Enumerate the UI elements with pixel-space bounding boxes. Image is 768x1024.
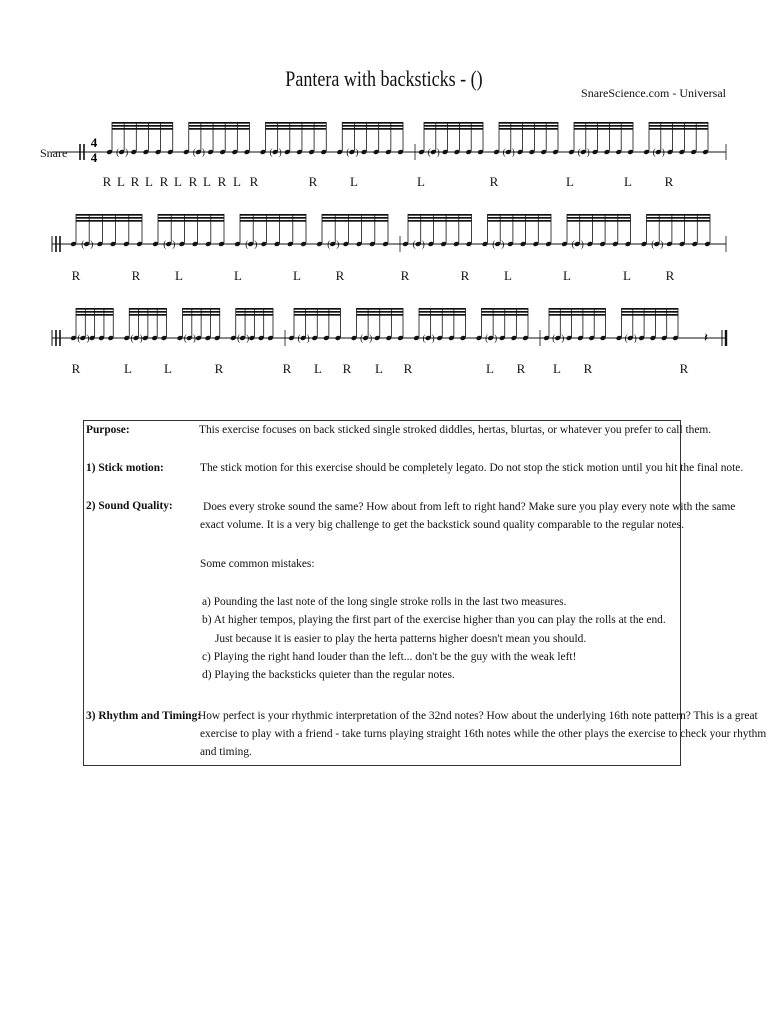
sticking-letter: L <box>203 174 211 189</box>
sticking-letter: L <box>117 174 125 189</box>
paren: ) <box>254 239 258 249</box>
beam <box>488 220 552 222</box>
paren: ) <box>139 333 143 343</box>
beam <box>647 220 711 222</box>
beam <box>482 314 529 316</box>
sticking-letter: L <box>504 268 512 283</box>
beam <box>419 314 466 316</box>
sticking-letter: R <box>679 361 689 376</box>
beam <box>158 220 224 222</box>
sticking-letter: L <box>174 174 182 189</box>
beam <box>357 314 404 316</box>
sticking-letter: L <box>566 174 574 189</box>
beam <box>76 314 113 316</box>
sticking-letter: L <box>175 268 183 283</box>
sticking-letter: R <box>664 174 674 189</box>
paren: ( <box>327 239 331 249</box>
paren: ( <box>360 333 364 343</box>
sticking-letter: R <box>400 268 410 283</box>
mistake-d: d) Playing the backsticks quieter than the regular notes. <box>202 669 455 681</box>
sticking-letter: L <box>563 268 571 283</box>
sticking-letter: R <box>308 174 318 189</box>
paren: ( <box>577 147 581 157</box>
beam <box>549 314 606 316</box>
beam <box>294 311 341 313</box>
paren: ( <box>427 147 431 157</box>
sound-quality-line-2: exact volume. It is a very big challenge to get the backstick sound quality comparable to the regular notes. <box>200 519 684 531</box>
paren: ) <box>421 239 425 249</box>
beam <box>189 128 250 130</box>
mistake-b: b) At higher tempos, playing the first part of the exercise higher than you can play the rolls at the end. <box>202 614 666 626</box>
time-signature-bottom: 4 <box>90 150 98 165</box>
beam <box>567 217 631 219</box>
sticking-letter: R <box>583 361 593 376</box>
paren: ) <box>192 333 196 343</box>
paren: ( <box>163 239 167 249</box>
beam <box>574 128 633 130</box>
sticking-letter: R <box>665 268 675 283</box>
beam <box>499 128 558 130</box>
rhythm-line-2: exercise to play with a friend - take turns playing straight 16th notes while the other plays the exercise to check your rhythm <box>200 728 767 740</box>
paren: ( <box>571 239 575 249</box>
paren: ) <box>336 239 340 249</box>
beam <box>266 122 327 124</box>
mistake-b-cont: Just because it is easier to play the herta patterns higher doesn't mean you should. <box>215 633 587 645</box>
paren: ( <box>624 333 628 343</box>
beam <box>342 125 403 127</box>
paren: ( <box>116 147 120 157</box>
beam <box>266 125 327 127</box>
sticking-letter: L <box>233 174 241 189</box>
beam <box>549 311 606 313</box>
paren: ( <box>346 147 350 157</box>
score-system-3 <box>52 308 726 346</box>
beam <box>424 122 483 124</box>
sticking-letter: R <box>335 268 345 283</box>
beam <box>322 220 388 222</box>
beam <box>76 311 113 313</box>
paren: ( <box>77 333 81 343</box>
beam <box>129 308 166 310</box>
sticking-letter: L <box>624 174 632 189</box>
stick-motion-text: The stick motion for this exercise should be completely legato. Do not stop the stick motion until you hit the final note. <box>200 462 744 474</box>
beam <box>294 314 341 316</box>
sticking-letter: R <box>131 268 141 283</box>
sticking-letter: R <box>282 361 292 376</box>
sticking-letter: R <box>460 268 470 283</box>
beam <box>482 311 529 313</box>
sticking-row-2 <box>0 268 768 284</box>
paren: ) <box>431 333 435 343</box>
paren: ( <box>651 239 655 249</box>
sticking-letter: R <box>159 174 169 189</box>
score-system-1 <box>52 122 726 160</box>
beam <box>649 128 708 130</box>
beam <box>419 308 466 310</box>
sticking-letter: R <box>249 174 259 189</box>
paren: ( <box>192 147 196 157</box>
beam <box>112 125 173 127</box>
paren: ) <box>306 333 310 343</box>
beam <box>76 214 142 216</box>
sticking-letter: L <box>417 174 425 189</box>
beam <box>424 128 483 130</box>
sticking-letter: R <box>102 174 112 189</box>
sticking-letter: R <box>342 361 352 376</box>
sticking-letter: L <box>164 361 172 376</box>
sticking-letter: R <box>71 268 81 283</box>
sticking-letter: L <box>124 361 132 376</box>
paren: ( <box>269 147 273 157</box>
sticking-letter: L <box>486 361 494 376</box>
time-signature-top: 4 <box>90 135 98 150</box>
sticking-letter: R <box>217 174 227 189</box>
sticking-letter: L <box>293 268 301 283</box>
sticking-letter: L <box>623 268 631 283</box>
paren: ( <box>422 333 426 343</box>
beam <box>499 125 558 127</box>
beam <box>183 308 220 310</box>
source-credit: SnareScience.com - Universal <box>581 86 726 100</box>
sound-quality-line-1: Does every stroke sound the same? How about from left to right hand? Make sure you play every note with the same <box>203 501 736 513</box>
paren: ) <box>125 147 129 157</box>
beam <box>357 308 404 310</box>
beam <box>567 214 631 216</box>
beam <box>183 311 220 313</box>
beam <box>294 308 341 310</box>
quarter-rest: 𝄽 <box>704 330 708 345</box>
paren: ) <box>494 333 498 343</box>
paren: ) <box>501 239 505 249</box>
sticking-letter: R <box>188 174 198 189</box>
beam <box>342 128 403 130</box>
beam <box>549 308 606 310</box>
rhythm-line-1: How perfect is your rhythmic interpretation of the 32nd notes? How about the underlying 16th note pattern? This is a great <box>198 710 758 722</box>
beam <box>649 122 708 124</box>
beam <box>408 220 472 222</box>
paren: ( <box>502 147 506 157</box>
beam <box>424 125 483 127</box>
drum-score <box>0 0 768 400</box>
paren: ) <box>278 147 282 157</box>
beam <box>488 214 552 216</box>
score-system-2 <box>52 214 726 252</box>
beam <box>499 122 558 124</box>
sticking-letter: R <box>516 361 526 376</box>
instrument-label: Snare <box>40 146 68 160</box>
beam <box>408 217 472 219</box>
purpose-label: Purpose: <box>86 424 130 436</box>
beam <box>622 308 679 310</box>
sticking-letter: R <box>489 174 499 189</box>
sound-quality-label: 2) Sound Quality: <box>86 500 173 512</box>
beam <box>112 128 173 130</box>
sticking-letter: R <box>214 361 224 376</box>
sticking-letter: L <box>145 174 153 189</box>
paren: ) <box>355 147 359 157</box>
sticking-letter: L <box>234 268 242 283</box>
beam <box>322 217 388 219</box>
page-title: Pantera with backsticks - () <box>285 66 483 91</box>
paren: ) <box>201 147 205 157</box>
paren: ) <box>246 333 250 343</box>
sticking-letter: R <box>71 361 81 376</box>
beam <box>183 314 220 316</box>
purpose-text: This exercise focuses on back sticked single stroked diddles, hertas, blurtas, or whatever you prefer to call them. <box>199 424 712 436</box>
beam <box>482 308 529 310</box>
paren: ) <box>90 239 94 249</box>
beam <box>236 314 273 316</box>
beam <box>189 122 250 124</box>
paren: ) <box>660 239 664 249</box>
paren: ) <box>661 147 665 157</box>
common-mistakes-heading: Some common mistakes: <box>200 558 315 570</box>
beam <box>342 122 403 124</box>
beam <box>189 125 250 127</box>
sticking-letter: R <box>130 174 140 189</box>
rhythm-label: 3) Rhythm and Timing: <box>86 710 202 722</box>
beam <box>76 217 142 219</box>
paren: ) <box>586 147 590 157</box>
paren: ( <box>237 333 241 343</box>
paren: ( <box>183 333 187 343</box>
beam <box>158 214 224 216</box>
paren: ( <box>552 333 556 343</box>
paren: ( <box>81 239 85 249</box>
sticking-letter: L <box>553 361 561 376</box>
beam <box>574 122 633 124</box>
sticking-row-1 <box>0 174 768 190</box>
paren: ( <box>130 333 134 343</box>
paren: ) <box>633 333 637 343</box>
stick-motion-label: 1) Stick motion: <box>86 462 164 474</box>
paren: ) <box>580 239 584 249</box>
beam <box>158 217 224 219</box>
paren: ( <box>297 333 301 343</box>
beam <box>647 214 711 216</box>
paren: ) <box>511 147 515 157</box>
paren: ( <box>485 333 489 343</box>
beam <box>567 220 631 222</box>
paren: ) <box>369 333 373 343</box>
paren: ) <box>436 147 440 157</box>
sticking-letter: L <box>314 361 322 376</box>
beam <box>322 214 388 216</box>
beam <box>76 220 142 222</box>
beam <box>240 214 306 216</box>
sticking-row-3 <box>0 361 768 377</box>
rhythm-line-3: and timing. <box>200 746 252 758</box>
beam <box>649 125 708 127</box>
paren: ( <box>245 239 249 249</box>
beam <box>129 311 166 313</box>
beam <box>622 311 679 313</box>
paren: ) <box>172 239 176 249</box>
beam <box>240 220 306 222</box>
mistake-c: c) Playing the right hand louder than the left... don't be the guy with the weak left! <box>202 651 577 663</box>
beam <box>76 308 113 310</box>
beam <box>112 122 173 124</box>
sticking-letter: R <box>403 361 413 376</box>
beam <box>419 311 466 313</box>
mistake-a: a) Pounding the last note of the long single stroke rolls in the last two measures. <box>202 596 567 608</box>
beam <box>357 311 404 313</box>
paren: ) <box>561 333 565 343</box>
beam <box>488 217 552 219</box>
beam <box>236 308 273 310</box>
beam <box>129 314 166 316</box>
time-signature <box>91 135 98 165</box>
paren: ( <box>412 239 416 249</box>
beam <box>240 217 306 219</box>
paren: ) <box>86 333 90 343</box>
practice-notes-box <box>83 420 767 766</box>
paren: ( <box>652 147 656 157</box>
sticking-letter: L <box>375 361 383 376</box>
beam <box>236 311 273 313</box>
beam <box>574 125 633 127</box>
sticking-letter: L <box>350 174 358 189</box>
beam <box>647 217 711 219</box>
paren: ( <box>492 239 496 249</box>
beam <box>622 314 679 316</box>
beam <box>408 214 472 216</box>
beam <box>266 128 327 130</box>
